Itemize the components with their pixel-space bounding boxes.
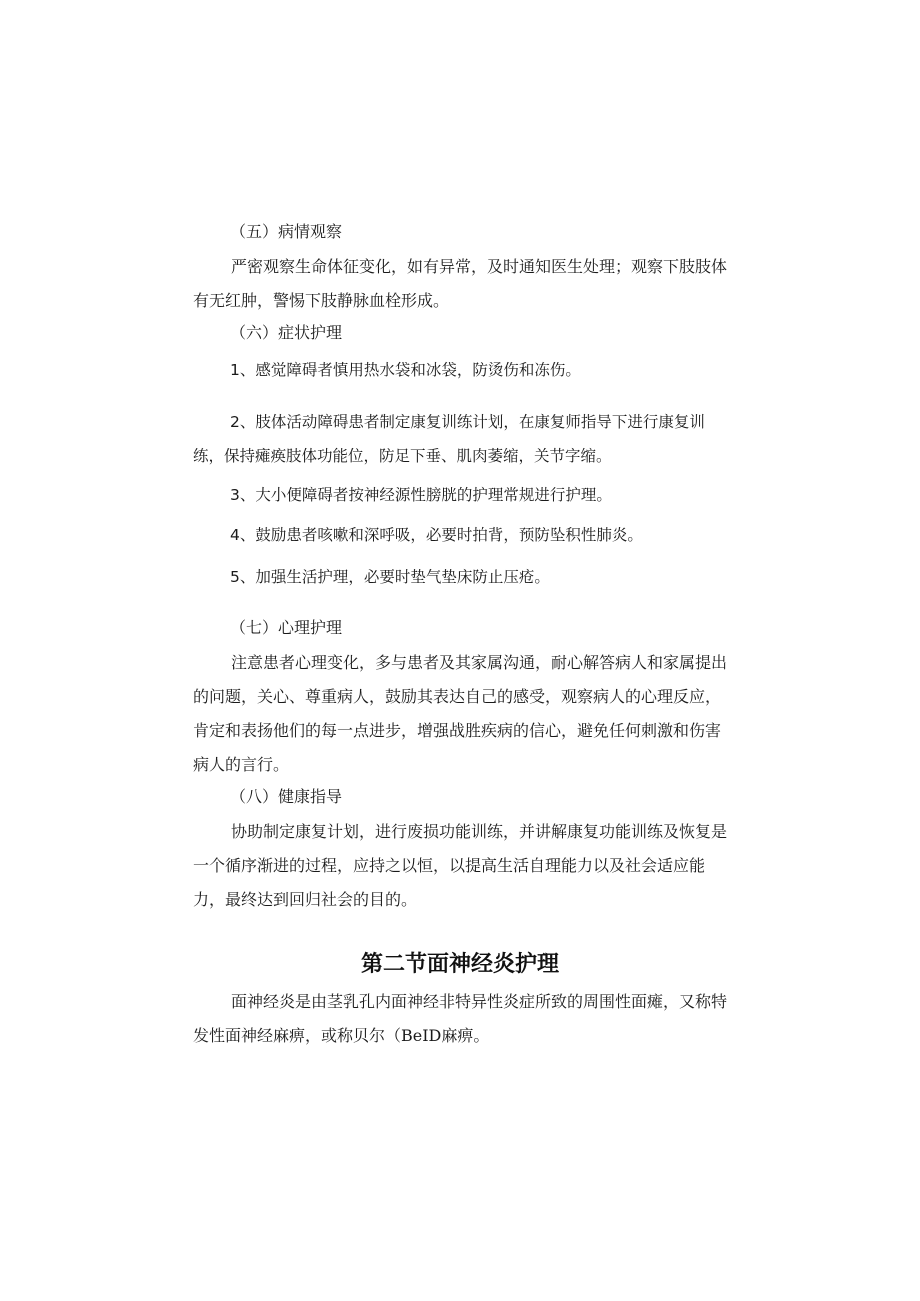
- heading-observation: （五）病情观察: [230, 222, 343, 241]
- section-title: 第二节面神经炎护理: [360, 952, 559, 977]
- paragraph-facial-neuritis: 面神经炎是由茎乳孔内面神经非特异性炎症所致的周围性面瘫，又称特发性面神经麻痹，或称贝尔（BeID麻痹。: [193, 992, 728, 1045]
- list-item: 1、感觉障碍者慎用热水袋和冰袋，防烫伤和冻伤。: [230, 361, 581, 379]
- list-item: 4、鼓励患者咳嗽和深呼吸，必要时拍背，预防坠积性肺炎。: [230, 526, 643, 544]
- heading-psychological-care: （七）心理护理: [230, 618, 343, 637]
- heading-symptom-care: （六）症状护理: [230, 323, 343, 342]
- list-item: 3、大小便障碍者按神经源性膀胱的护理常规进行护理。: [230, 486, 612, 504]
- list-item: 2、肢体活动障碍患者制定康复训练计划，在康复师指导下进行康复训练，保持瘫痪肢体功能位，防足下垂、肌肉萎缩，关节字缩。: [193, 413, 705, 465]
- paragraph-observation: 严密观察生命体征变化，如有异常，及时通知医生处理；观察下肢肢体有无红肿，警惕下肢静脉血栓形成。: [193, 257, 728, 310]
- heading-health-guidance: （八）健康指导: [230, 787, 343, 806]
- list-item: 5、加强生活护理，必要时垫气垫床防止压疮。: [230, 568, 550, 586]
- paragraph-health-guidance: 协助制定康复计划，进行废损功能训练，并讲解康复功能训练及恢复是一个循序渐进的过程，应持之以恒，以提高生活自理能力以及社会适应能力，最终达到回归社会的目的。: [193, 822, 728, 909]
- paragraph-psychological-care: 注意患者心理变化，多与患者及其家属沟通，耐心解答病人和家属提出的问题，关心、尊重病人，鼓励其表达自己的感受，观察病人的心理反应，肯定和表扬他们的每一点进步，增强战胜疾病的信心，避免任何刺激和伤害病人的言行。: [193, 653, 728, 774]
